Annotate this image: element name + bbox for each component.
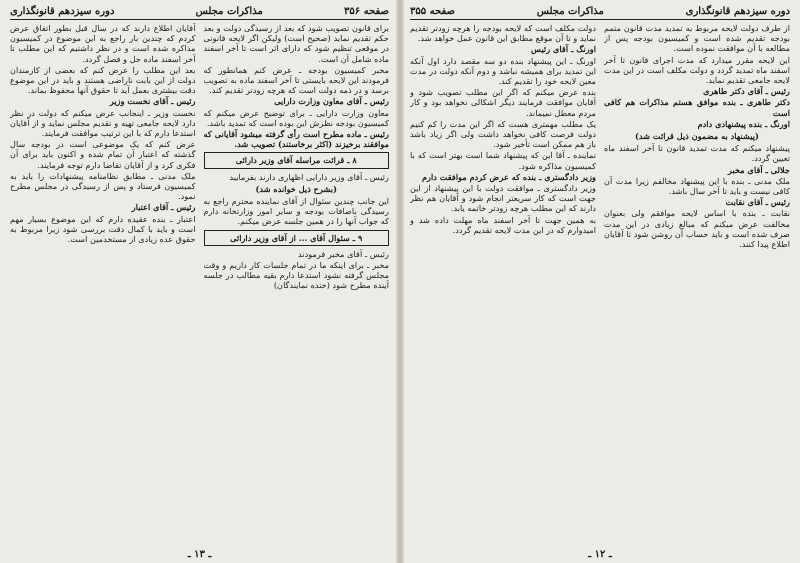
paragraph: یک مطلب مهمتری هست که اگر این مدت را کم کنیم دولت فرصت کافی نخواهد داشت ولی اگر زیاد باشد باز هم ممکن است تأخیر شود. [410, 118, 596, 150]
right-page-columns [410, 23, 790, 543]
paragraph: بعد این مطلب را عرض کنم که بعضی از کارمندان دولت از این بابت ناراضی هستند و باید در این موضوع دقت بیشتری بعمل آید تا حقوق آنها محفوظ بماند. [10, 64, 196, 96]
paragraph: مخبر ـ برای اینکه ما در تمام جلسات کار داریم و وقت مجلس گرفته نشود استدعا دارم بقیه مطالب در جلسه آینده مطرح شود (خنده نمایندگان) [203, 260, 389, 291]
paragraph: ملک مدنی ـ مطابق نظامنامه پیشنهادات را باید به کمیسیون فرستاد و پس از رسیدگی در مجلس مطرح نمود. [10, 170, 196, 202]
paragraph: رئیس ـ آقای مخبر فرمودند [298, 248, 389, 259]
speaker-line: جلالی ـ آقای مخبر [728, 164, 790, 175]
speaker-line: رئیس ـ آقای نقابت [725, 197, 790, 208]
section-heading: ۹ ـ سئوال آقای ... از آقای وزیر دارائی [204, 230, 390, 246]
paragraph: پیشنهاد میکنم که مدت تمدید قانون تا آخر اسفند ماه تعیین گردد. [604, 143, 790, 164]
paragraph: دولت مکلف است که لایحه بودجه را هرچه زودتر تقدیم نماید و تا آن موقع مطابق این قانون عمل خواهد شد. [410, 23, 596, 44]
right-page-col-left [410, 23, 596, 543]
section-heading: ۸ ـ قرائت مراسله آقای وزیر دارائی [204, 152, 390, 168]
paragraph: عرض کنم که یک موضوعی است در بودجه سال گذشته که اعتبار آن تمام شده و اکنون باید برای آن فکری کرد و از آقایان تقاضا دارم توجه فرمایند. [10, 139, 196, 170]
paragraph: این جانب چندین سئوال از آقای نماینده محترم راجع به رسیدگی باضافات بودجه و سایر امور وزارتخانه دارم که جواب آنها را در همین جلسه عرض میکنم. [203, 196, 389, 227]
paragraph: اورنگ ـ این پیشنهاد بنده دو سه مقصد دارد اول آنکه این تمدید برای همیشه نباشد و دوم آنکه دولت در مدت معین لایحه خود را تقدیم کند. [410, 55, 596, 87]
paragraph: برای قانون تصویب شود که بعد از رسیدگی دولت و بعد حکم تقدیم نماید (صحیح است) ولیکن اگر لایحه قانونی در موقعی تنظیم شود که دارای اثر است تا آخر اسفند ماده شامل آن است. [203, 23, 389, 64]
paragraph: وزیر دادگستری ـ موافقت دولت با این پیشنهاد از این جهت است که کار سریعتر انجام شود و آقایان هم نظر دارند که این مطلب هرچه زودتر خاتمه یابد. [410, 183, 596, 214]
paragraph: از طرف دولت لایحه مربوط به تمدید مدت قانون متمم بودجه تقدیم شده است و کمیسیون بودجه پس از مطالعه با آن موافقت نموده است. [604, 23, 790, 54]
left-page-number: صفحه ۳۵۶ [344, 6, 389, 17]
speaker-line: رئیس ـ ماده مطرح است رأی گرفته میشود آقایانی که موافقند برخیزند (اکثر برخاستند) تصویب شد. [203, 129, 389, 150]
paragraph: نقابت ـ بنده با اساس لایحه موافقم ولی بعنوان مخالفت عرض میکنم که مبالغ زیادی در این مدت صرف شده است و باید حساب آن روشن شود تا آقایان اطلاع پیدا کنند. [604, 208, 790, 250]
left-page-col-right [204, 23, 390, 543]
right-page-session: دوره سیزدهم قانونگذاری [685, 6, 790, 17]
left-page-session: دوره سیزدهم قانونگذاری [10, 6, 115, 17]
left-page-col-left [10, 23, 196, 543]
speaker-line: رئیس ـ آقای معاون وزارت دارایی [274, 96, 389, 107]
paragraph: معاون وزارت دارایی ـ برای توضیح عرض میکنم که کمیسیون بودجه نظرش این بوده است که تمدید باشد. [203, 107, 389, 128]
speaker-line: اورنگ ـ آقای رئیس [531, 44, 596, 55]
paragraph: رئیس ـ آقای وزیر دارایی اظهاری دارند بفرمایید [229, 171, 389, 182]
left-page-folio: ـ ۱۳ ـ [187, 549, 212, 560]
speaker-line: رئیس ـ آقای دکتر طاهری [703, 86, 790, 97]
right-page [400, 0, 800, 563]
paragraph: این لایحه مقرر میدارد که مدت اجرای قانون تا آخر اسفند ماه تمدید گردد و دولت مکلف است در این مدت لایحه جامعی تقدیم نماید. [604, 54, 790, 86]
speaker-line: اورنگ ـ بنده پیشنهادی دادم [697, 118, 790, 129]
paragraph: ملک مدنی ـ بنده با این پیشنهاد مخالفم زیرا مدت آن کافی نیست و باید تا آخر سال باشد. [604, 175, 790, 197]
right-page-title: مذاکرات مجلس [536, 6, 604, 17]
left-page-title: مذاکرات مجلس [195, 6, 263, 17]
paragraph: نخست وزیر ـ اینجانب عرض میکنم که دولت در نظر دارد لایحه جامعی تهیه و تقدیم مجلس نماید و از آقایان استدعا دارم که با این ترتیب موافقت فرمایند. [10, 107, 196, 139]
centered-note: (بشرح ذیل خوانده شد) [255, 183, 337, 194]
speaker-line: رئیس ـ آقای اعتبار [131, 202, 196, 213]
paragraph: بنده عرض میکنم که اگر این مطلب تصویب شود و آقایان موافقت فرمایند دیگر اشکالی نخواهد بود و کار مردم معطل نمیماند. [410, 87, 596, 118]
right-page-header [410, 6, 790, 20]
paragraph: اعتبار ـ بنده عقیده دارم که این موضوع بسیار مهم است و باید با کمال دقت بررسی شود زیرا مربوط به حقوق عده زیادی از مستخدمین است. [10, 213, 196, 245]
right-page-number: صفحه ۳۵۵ [410, 6, 455, 17]
paragraph: مخبر کمیسیون بودجه ـ عرض کنم همانطور که فرمودند این لایحه بایستی تا آخر اسفند ماده به تصویب برسد و در ذمه دولت است که هرچه زودتر تقدیم کند. [203, 64, 389, 96]
left-page-header [10, 6, 389, 20]
paragraph: به همین جهت تا آخر اسفند ماه مهلت داده شد و امیدوارم که در این مدت لایحه تقدیم گردد. [410, 214, 596, 235]
speaker-line: رئیس ـ آقای نخست وزیر [109, 96, 196, 107]
paragraph: آقایان اطلاع دارند که در سال قبل بطور اتفاق عرض کردم که چندین بار راجع به این موضوع در کمیسیون مذاکره شده است و در نظر داشتیم که این مطلب تا آخر اسفند ماده حل و فصل گردد. [10, 23, 196, 64]
centered-note: (پیشنهاد به مضمون ذیل قرائت شد) [635, 131, 759, 142]
paragraph: نماینده ـ آقا این که پیشنهاد شما است بهتر است که با کمیسیون مذاکره شود. [410, 150, 596, 171]
right-page-col-right [604, 23, 790, 543]
speaker-line: دکتر طاهری ـ بنده موافق هستم مذاکرات هم کافی است [604, 97, 790, 118]
right-page-folio: ـ ۱۲ ـ [588, 549, 612, 560]
left-page-columns [10, 23, 389, 543]
speaker-line: وزیر دادگستری ـ بنده که عرض کردم موافقت دارم [421, 171, 596, 182]
